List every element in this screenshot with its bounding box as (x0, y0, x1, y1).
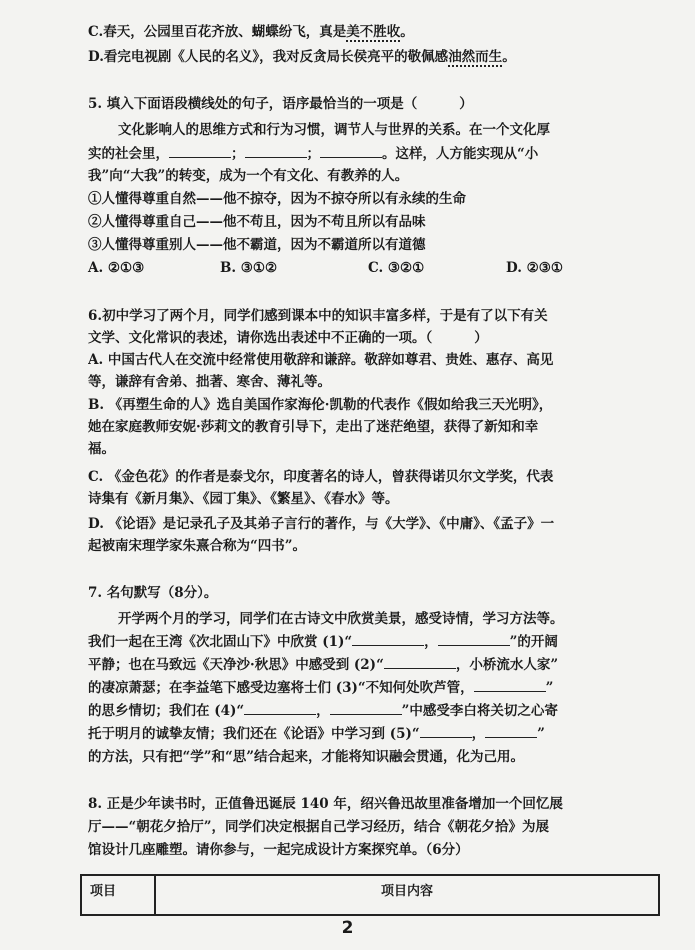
blank-5a[interactable] (420, 725, 472, 738)
q7-line-7: 的方法，只有把“学”和“思”结合起来，才能将知识融会贯通，化为己用。 (88, 749, 525, 765)
q5-para-2-pre: 实的社会里， (88, 146, 169, 162)
blank-5b[interactable] (485, 725, 537, 738)
q5-sep-1: ； (231, 146, 245, 162)
q6-stem-2 (88, 328, 655, 348)
q5-options (88, 258, 655, 278)
q7-line-3-b: ，小桥流水人家” (455, 657, 559, 673)
page-number: 2 (341, 918, 354, 938)
option-c-end: 。 (400, 24, 414, 40)
q5-sentence-3: ③人懂得尊重别人——他不霸道，因为不霸道所以有道德 (88, 237, 426, 253)
q5-para-1: 文化影响人的思维方式和行为习惯，调节人与世界的关系。在一个文化厚 (118, 122, 550, 138)
q5-stem (88, 94, 655, 114)
option-d-end: 。 (502, 49, 516, 65)
q6-stem-2-end: ） (474, 330, 488, 346)
q8-line-1: 8. 正是少年读书时，正值鲁迅诞辰 140 年，绍兴鲁迅故里准备增加一个回忆展 (88, 796, 563, 812)
q6-option-b-3: 福。 (88, 441, 115, 457)
q6-stem-1: 6.初中学习了两个月，同学们感到课本中的知识丰富多样，于是有了以下有关 (88, 308, 548, 324)
q7-line-1: 开学两个月的学习，同学们在古诗文中欣赏美景，感受诗情，学习方法等。 (118, 611, 564, 627)
q7-line-3 (88, 655, 655, 675)
option-d-line (88, 47, 655, 67)
q6-option-c-2: 诗集有《新月集》、《园丁集》、《繁星》、《春水》等。 (88, 491, 399, 507)
q7-line-6 (88, 724, 655, 744)
q6-option-d-1: D. 《论语》是记录孔子及其弟子言行的著作，与《大学》、《中庸》、《孟子》一 (88, 516, 555, 532)
blank-2[interactable] (384, 656, 456, 669)
q7-line-2-a: 我们一起在王湾《次北固山下》中欣赏 (1)“ (88, 634, 353, 650)
q5-option-c[interactable]: C. ③②① (368, 260, 425, 276)
q6-option-b-2: 她在家庭教师安妮·莎莉文的教育引导下，走出了迷茫绝望，获得了新知和幸 (88, 419, 539, 435)
q7-line-5 (88, 701, 655, 721)
q5-stem-text: 5. 填入下面语段横线处的句子，语序最恰当的一项是（ (88, 96, 418, 112)
q5-para-2 (88, 144, 655, 164)
q7-line-6-a: 托于明月的诚挚友情；我们还在《论语》中学习到 (5)“ (88, 726, 420, 742)
q6-option-a-2: 等，谦辞有舍弟、拙著、寒舍、薄礼等。 (88, 374, 331, 390)
blank-4b[interactable] (330, 702, 402, 715)
blank-3[interactable] (474, 679, 546, 692)
q5-option-d[interactable]: D. ②③① (506, 260, 563, 276)
option-c-text: C.春天，公园里百花齐放、蝴蝶纷飞，真是 (88, 24, 347, 40)
blank-3[interactable] (320, 145, 382, 158)
q8-line-3: 馆设计几座雕塑。请你参与，一起完成设计方案探究单。（6分） (88, 842, 469, 858)
q7-comma: ， (471, 726, 486, 742)
design-table (80, 874, 660, 916)
q7-line-4-b: ” (545, 680, 554, 696)
q7-line-4 (88, 678, 655, 698)
q6-stem-2-text: 文学、文化常识的表述，请你选出表述中不正确的一项。（ (88, 330, 433, 346)
option-d-marked: 油然而生 (448, 49, 503, 65)
q5-para-2-post: 。这样，人方能实现从“小 (382, 146, 539, 162)
q5-para-3: 我”向“大我”的转变，成为一个有文化、有教养的人。 (88, 168, 409, 184)
q6-option-d-2: 起被南宋理学家朱熹合称为“四书”。 (88, 538, 307, 554)
q5-stem-end: ） (459, 96, 473, 112)
q5-option-a[interactable]: A. ②①③ (88, 260, 145, 276)
q7-line-4-a: 的凄凉萧瑟；在李益笔下感受边塞将士们 (3)“不知何处吹芦管， (88, 680, 474, 696)
q7-line-5-a: 的思乡情切；我们在 (4)“ (88, 703, 245, 719)
table-header-row (81, 875, 659, 915)
q7-line-3-a: 平静；也在马致远《天净沙·秋思》中感受到 (2)“ (88, 657, 384, 673)
q7-comma: ， (424, 634, 438, 650)
blank-2[interactable] (245, 145, 307, 158)
table-col-project: 项目 (81, 875, 155, 915)
option-c-marked: 美不胜收 (346, 24, 401, 40)
option-d-text: D.看完电视剧《人民的名义》，我对反贪局长侯亮平的敬佩感 (88, 49, 449, 65)
blank-1a[interactable] (352, 633, 424, 646)
q5-option-b[interactable]: B. ③①② (220, 260, 278, 276)
q5-sentence-2: ②人懂得尊重自己——他不苟且，因为不苟且所以有品味 (88, 214, 426, 230)
q7-line-2 (88, 632, 655, 652)
q7-comma: ， (316, 703, 330, 719)
q5-sep-2: ； (306, 146, 320, 162)
q6-option-a-1: A. 中国古代人在交流中经常使用敬辞和谦辞。敬辞如尊君、贵姓、惠存、高见 (88, 352, 554, 368)
q6-option-b-1: B. 《再塑生命的人》选自美国作家海伦·凯勒的代表作《假如给我三天光明》， (88, 397, 553, 413)
q7-title: 7. 名句默写（8分）。 (88, 585, 218, 601)
q8-line-2: 厅——“朝花夕拾厅”，同学们决定根据自己学习经历，结合《朝花夕拾》为展 (88, 819, 550, 835)
blank-4a[interactable] (244, 702, 316, 715)
q7-line-5-c: ”中感受李白将关切之心寄 (401, 703, 558, 719)
q7-line-6-c: ” (537, 726, 545, 742)
q6-option-c-1: C. 《金色花》的作者是泰戈尔，印度著名的诗人，曾获得诺贝尔文学奖，代表 (88, 469, 554, 485)
q7-line-2-c: ”的开阔 (509, 634, 558, 650)
q5-sentence-1: ①人懂得尊重自然——他不掠夺，因为不掠夺所以有永续的生命 (88, 191, 466, 207)
blank-1[interactable] (169, 145, 231, 158)
table-col-content: 项目内容 (155, 875, 659, 915)
option-c-line (88, 22, 655, 42)
blank-1b[interactable] (438, 633, 510, 646)
